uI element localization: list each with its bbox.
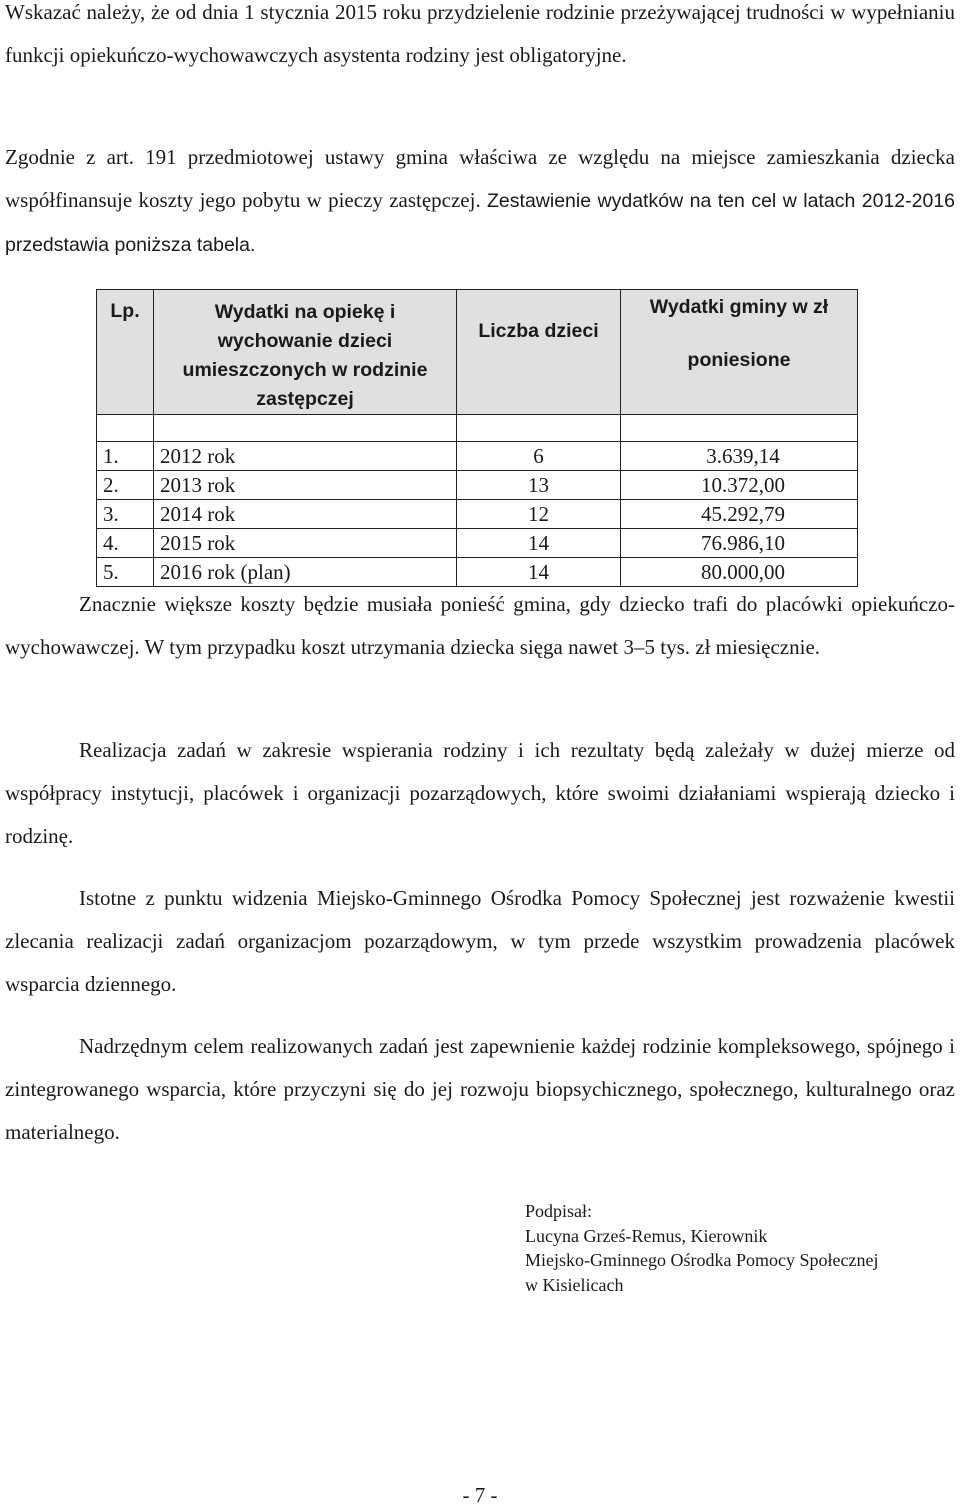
table-row xyxy=(97,471,858,500)
cell-liczba: 13 xyxy=(457,471,621,500)
cell-kwota: 80.000,00 xyxy=(621,558,858,587)
cell-liczba: 12 xyxy=(457,500,621,529)
cell-lp: 5. xyxy=(97,558,154,587)
table-row xyxy=(97,442,858,471)
signature-block xyxy=(525,1199,878,1297)
cell-lp: 4. xyxy=(97,529,154,558)
signature-institution: Miejsko-Gminnego Ośrodka Pomocy Społecznej xyxy=(525,1250,879,1270)
cell-lp: 2. xyxy=(97,471,154,500)
signature-label: Podpisał: xyxy=(525,1201,593,1221)
cell-liczba: 6 xyxy=(457,442,621,471)
table-row xyxy=(97,529,858,558)
paragraph-placowka: Znacznie większe koszty będzie musiała ponieść gmina, gdy dziecko trafi do placówki opiekuńczo-wychowawczej. W tym przypadku koszt utrzymania dziecka sięga nawet 3–5 tys. zł miesięcznie. xyxy=(5,592,955,659)
cell-rok: 2014 rok xyxy=(154,500,457,529)
header-wydatki-gminy xyxy=(621,290,858,415)
header-lp: Lp. xyxy=(97,290,154,415)
paragraph-art-191 xyxy=(5,136,955,267)
cell-kwota: 3.639,14 xyxy=(621,442,858,471)
cell-kwota: 10.372,00 xyxy=(621,471,858,500)
cell-rok: 2013 rok xyxy=(154,471,457,500)
page-number: - 7 - xyxy=(462,1483,498,1507)
header-wydatki-line3: umieszczonych w rodzinie xyxy=(182,359,428,381)
paragraph-asystent-rodziny: Wskazać należy, że od dnia 1 stycznia 2015 roku przydzielenie rodzinie przeżywającej trudności w wypełnianiu funkcji opiekuńczo-wychowawczych asystenta rodziny jest obligatoryjne. xyxy=(5,0,955,67)
cell-kwota: 76.986,10 xyxy=(621,529,858,558)
signature-place: w Kisielicach xyxy=(525,1274,624,1295)
cell-lp: 3. xyxy=(97,500,154,529)
paragraph-nadrzedny-cel: Nadrzędnym celem realizowanych zadań jest zapewnienie każdej rodzinie kompleksowego, spójnego i zintegrowanego wsparcia, które przyczyni się do jej rozwoju biopsychicznego, społecznego, kulturalnego oraz materialnego. xyxy=(5,1034,955,1144)
table-spacer-row xyxy=(97,415,858,442)
cell-liczba: 14 xyxy=(457,529,621,558)
cell-lp: 1. xyxy=(97,442,154,471)
header-wydatki-line1: Wydatki na opiekę i xyxy=(214,301,396,323)
table-row xyxy=(97,500,858,529)
paragraph-realizacja: Realizacja zadań w zakresie wspierania rodziny i ich rezultaty będą zależały w dużej mierze od współpracy instytucji, placówek i organizacji pozarządowych, które swoimi działaniami wspierają dziecko i rodzinę. xyxy=(5,738,955,848)
cell-kwota: 45.292,79 xyxy=(621,500,858,529)
cell-rok: 2016 rok (plan) xyxy=(154,558,457,587)
header-liczba-dzieci: Liczba dzieci xyxy=(457,290,621,415)
cell-rok: 2012 rok xyxy=(154,442,457,471)
header-wydatki-line2: wychowanie dzieci xyxy=(217,330,393,352)
signature-name: Lucyna Grześ-Remus, Kierownik xyxy=(525,1225,768,1246)
paragraph-art-191-text: Zgodnie z art. 191 przedmiotowej ustawy gmina właściwa ze względu na miejsce zamieszkania dziecka współfinansuje koszty jego pobytu w pieczy zastępczej. xyxy=(5,145,955,212)
cell-rok: 2015 rok xyxy=(154,529,457,558)
expenses-table xyxy=(96,289,858,587)
header-wydatki-gminy-label: Wydatki gminy w zł xyxy=(649,296,829,318)
header-wydatki-line4: zastępczej xyxy=(256,388,354,410)
cell-liczba: 14 xyxy=(457,558,621,587)
paragraph-zestawienie-text: Zestawienie wydatków na ten cel w latach 2012-2016 przedstawia poniższa tabela. xyxy=(5,190,956,256)
header-wydatki xyxy=(154,290,457,415)
header-poniesione-label: poniesione xyxy=(687,349,791,371)
paragraph-istotne: Istotne z punktu widzenia Miejsko-Gminnego Ośrodka Pomocy Społecznej jest rozważenie kwestii zlecania realizacji zadań organizacjom pozarządowym, w tym przede wszystkim prowadzenia placówek wsparcia dziennego. xyxy=(5,886,955,996)
